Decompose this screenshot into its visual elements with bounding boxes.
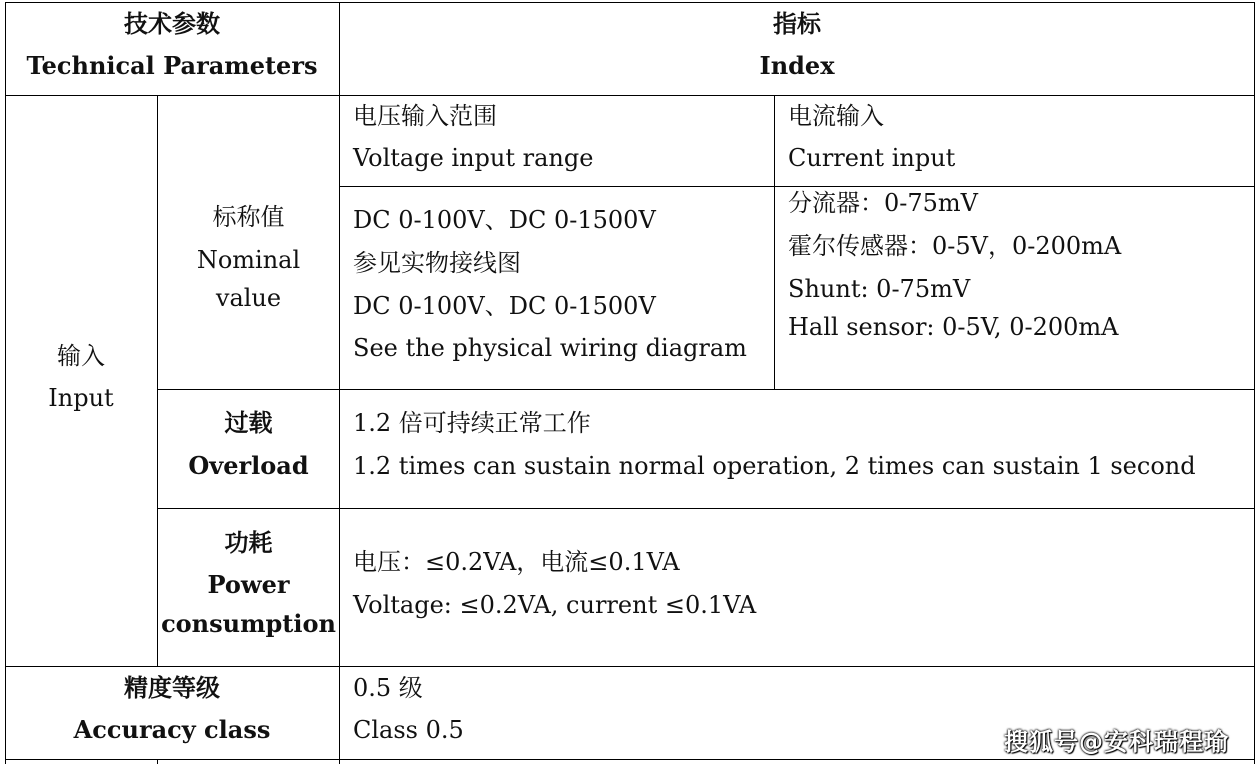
power-value-en: Voltage: ≤0.2VA, current ≤0.1VA — [353, 591, 757, 619]
accuracy-value-zh: 0.5 级 — [353, 674, 423, 702]
current-head-zh: 电流输入 — [788, 102, 884, 130]
voltage-head-en: Voltage input range — [353, 144, 594, 172]
current-line: 分流器：0-75mV — [788, 189, 979, 217]
header-index-en: Index — [759, 51, 835, 80]
current-head-en: Current input — [788, 144, 956, 172]
voltage-line: See the physical wiring diagram — [353, 334, 747, 362]
voltage-line: DC 0-100V、DC 0-1500V — [353, 292, 656, 320]
overload-label-en: Overload — [188, 451, 309, 480]
accuracy-label-zh: 精度等级 — [124, 673, 220, 702]
row-divider-nominal — [158, 389, 1255, 390]
header-index-zh: 指标 — [773, 9, 821, 38]
accuracy-label-en: Accuracy class — [73, 715, 271, 744]
col-divider-param — [339, 2, 340, 764]
power-label-en-1: Power — [207, 570, 290, 599]
nominal-label-en-2: value — [215, 284, 282, 312]
row-divider-overload — [158, 508, 1255, 509]
voltage-head-zh: 电压输入范围 — [353, 102, 497, 130]
overload-value-en: 1.2 times can sustain normal operation, 2 times can sustain 1 second — [353, 452, 1196, 480]
nominal-label-en-1: Nominal — [196, 246, 301, 274]
input-label-zh: 输入 — [57, 342, 105, 370]
accuracy-value-en: Class 0.5 — [353, 716, 464, 744]
power-value-zh: 电压：≤0.2VA，电流≤0.1VA — [353, 548, 680, 576]
current-line: Hall sensor: 0-5V, 0-200mA — [788, 313, 1119, 341]
voltage-line: DC 0-100V、DC 0-1500V — [353, 206, 656, 234]
watermark: 搜狐号@安科瑞程瑜 — [1004, 728, 1229, 756]
col-divider-current — [774, 95, 775, 390]
nominal-label-zh: 标称值 — [212, 203, 285, 231]
voltage-line: 参见实物接线图 — [353, 249, 521, 277]
overload-label-zh: 过载 — [224, 408, 273, 437]
col-divider-bottom-stub — [157, 759, 158, 764]
header-param-en: Technical Parameters — [26, 51, 318, 80]
row-divider-header — [5, 95, 1255, 96]
power-label-en-2: consumption — [161, 609, 336, 638]
row-divider-accuracy — [5, 759, 1255, 760]
current-line: 霍尔传感器：0-5V，0-200mA — [788, 232, 1122, 260]
table-border-right — [1254, 2, 1255, 764]
table-border-top — [5, 2, 1255, 3]
power-label-zh: 功耗 — [224, 528, 273, 557]
overload-value-zh: 1.2 倍可持续正常工作 — [353, 409, 591, 437]
row-divider-voltage-head — [340, 186, 1255, 187]
input-label-en: Input — [48, 384, 114, 412]
current-line: Shunt: 0-75mV — [788, 275, 971, 303]
row-divider-power — [5, 666, 1255, 667]
header-param-zh: 技术参数 — [124, 9, 220, 38]
